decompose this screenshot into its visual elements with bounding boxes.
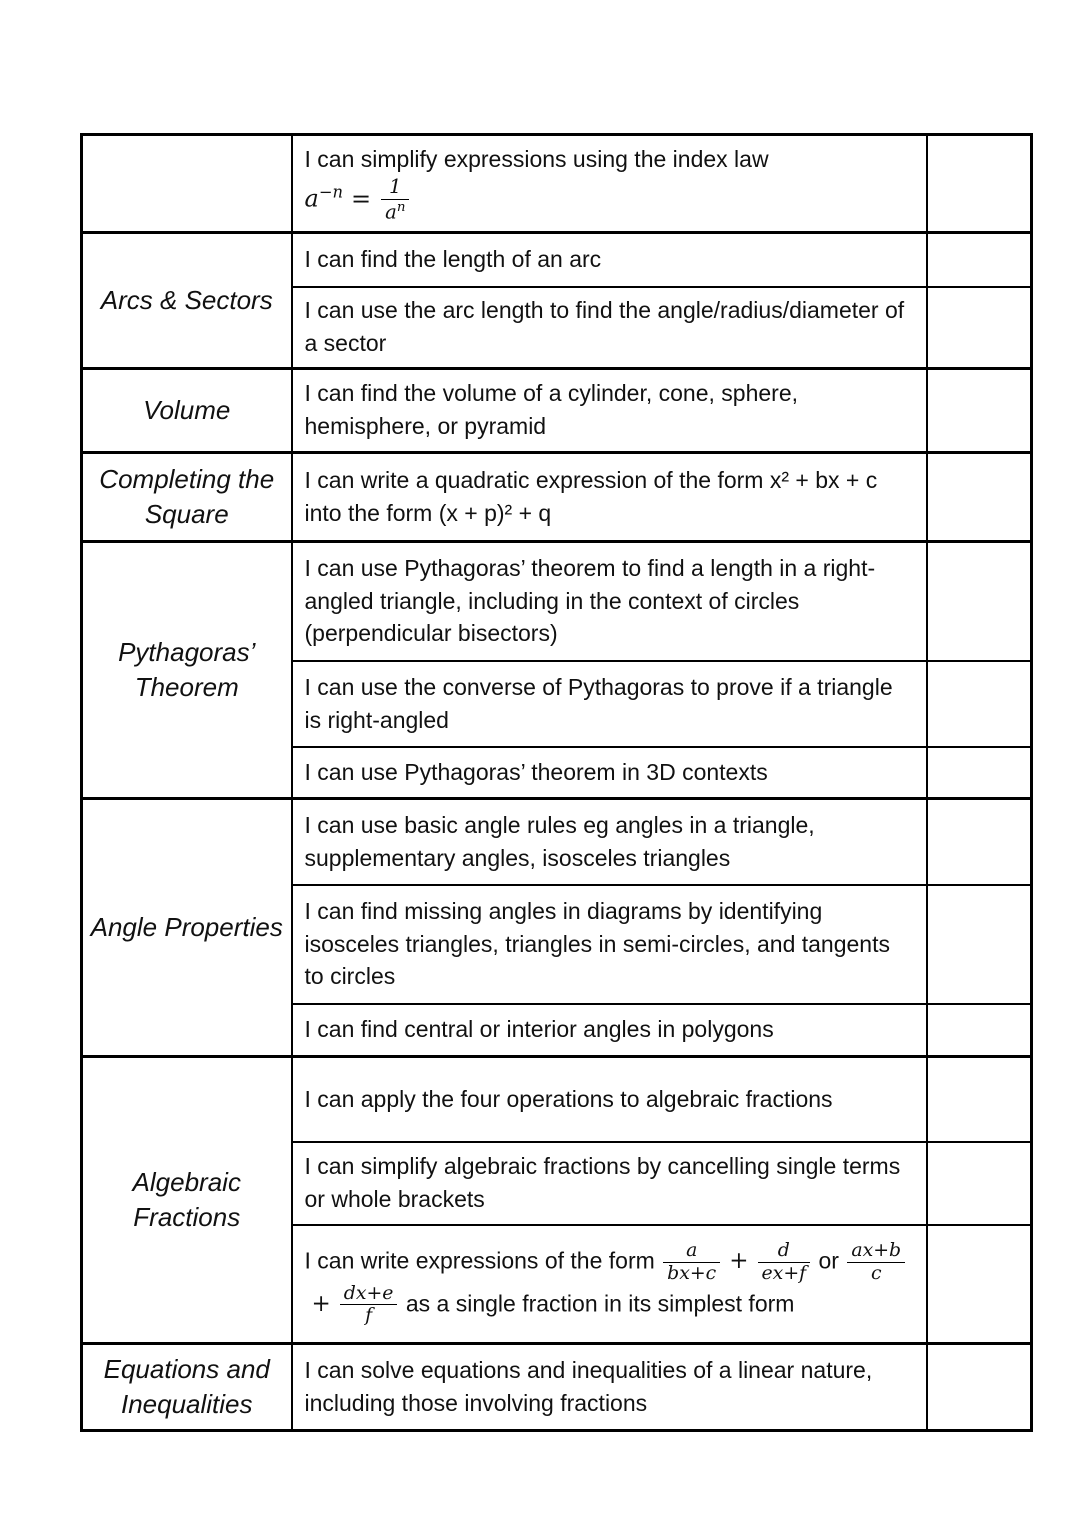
statement-text: I can find central or interior angles in polygons [304, 1016, 774, 1043]
check-cell [927, 135, 1032, 233]
statement-cell [292, 1142, 927, 1225]
check-cell [927, 1142, 1032, 1225]
fraction-denominator: ex+f [761, 1261, 807, 1284]
equals-sign: = [351, 184, 372, 213]
formula-exponent: −n [318, 182, 343, 202]
statement-text: I can find the volume of a cylinder, cone, sphere, hemisphere, or pyramid [304, 380, 799, 439]
check-cell [927, 453, 1032, 542]
check-cell [927, 1225, 1032, 1344]
plus-sign: + [311, 1290, 331, 1317]
table-row [82, 1057, 1032, 1143]
statement-cell [292, 799, 927, 886]
plus-sign: + [729, 1248, 749, 1275]
topic-cell-equations-inequalities: Equations and Inequalities [82, 1344, 292, 1431]
statement-cell [292, 453, 927, 542]
check-cell [927, 1344, 1032, 1431]
check-cell [927, 542, 1032, 662]
check-cell [927, 885, 1032, 1004]
table-row [82, 369, 1032, 453]
denominator-base: a [385, 200, 397, 224]
statement-text: I can use the converse of Pythagoras to prove if a triangle is right-angled [304, 673, 893, 733]
fraction [847, 1238, 905, 1284]
topic-cell-pythagoras: Pythagoras’ Theorem [82, 542, 292, 799]
fraction [340, 1281, 398, 1327]
denominator-exponent: n [396, 200, 406, 216]
formula-base: a [304, 184, 319, 213]
check-cell [927, 233, 1032, 288]
topic-cell-volume: Volume [82, 369, 292, 453]
statement-text: or [818, 1247, 839, 1274]
fraction-denominator [381, 200, 409, 223]
fraction [758, 1238, 811, 1284]
statement-text: I can solve equations and inequalities of a linear nature, including those involving fractions [304, 1356, 873, 1416]
statement-text: I can find the length of an arc [304, 246, 602, 273]
topic-cell-arcs-sectors: Arcs & Sectors [82, 233, 292, 369]
statement-text: I can find missing angles in diagrams by identifying isosceles triangles, triangles in semi-circles, and tangents to circles [304, 898, 890, 990]
fraction-numerator: 1 [381, 177, 409, 200]
table-row [82, 453, 1032, 542]
table-row [82, 799, 1032, 886]
fraction-denominator: f [365, 1304, 373, 1327]
statement-cell [292, 135, 927, 233]
statement-cell [292, 747, 927, 799]
topic-cell-empty [82, 135, 292, 233]
index-law-formula [305, 177, 914, 223]
statement-text: I can simplify algebraic fractions by cancelling single terms or whole brackets [304, 1153, 901, 1212]
table-row [82, 233, 1032, 288]
fraction-numerator: ax+b [847, 1241, 905, 1263]
fraction-numerator: d [758, 1241, 811, 1263]
topic-cell-algebraic-fractions: Algebraic Fractions [82, 1057, 292, 1344]
check-cell [927, 369, 1032, 453]
fraction [663, 1238, 720, 1284]
fraction-denominator: bx+c [667, 1261, 717, 1284]
statement-cell [292, 661, 927, 747]
fraction-numerator: a [663, 1241, 720, 1263]
check-cell [927, 1004, 1032, 1057]
topic-cell-angle-properties: Angle Properties [82, 799, 292, 1057]
check-cell [927, 661, 1032, 747]
statement-cell [292, 233, 927, 288]
statement-cell [292, 1004, 927, 1057]
check-cell [927, 287, 1032, 369]
statement-text: I can use basic angle rules eg angles in a triangle, supplementary angles, isosceles triangles [304, 811, 815, 871]
statement-text: I can use Pythagoras’ theorem in 3D contexts [304, 758, 768, 785]
check-cell [927, 799, 1032, 886]
statement-text: I can simplify expressions using the index law [304, 145, 769, 172]
statement-text: I can apply the four operations to algebraic fractions [304, 1085, 833, 1112]
statement-cell [292, 542, 927, 662]
skills-table [80, 133, 1033, 1432]
fraction-numerator: dx+e [340, 1284, 398, 1306]
statement-text: as a single fraction in its simplest form [405, 1289, 795, 1316]
table-row [82, 542, 1032, 662]
table-row [82, 135, 1032, 233]
statement-cell [292, 1225, 927, 1344]
statement-text: I can use the arc length to find the angle/radius/diameter of a sector [304, 297, 905, 356]
statement-cell [292, 1057, 927, 1143]
statement-text: I can write expressions of the form [304, 1247, 655, 1274]
statement-text: I can write a quadratic expression of the form x² + bx + c into the form (x + p)² + q [304, 466, 878, 526]
topic-cell-completing-square: Completing the Square [82, 453, 292, 542]
fraction-denominator: c [870, 1261, 882, 1284]
statement-cell [292, 287, 927, 369]
statement-text: I can use Pythagoras’ theorem to find a length in a right-angled triangle, including in the context of circles (perpendicular bisectors) [304, 555, 876, 647]
table-row [82, 1344, 1032, 1431]
statement-cell [292, 369, 927, 453]
fraction [381, 177, 409, 223]
check-cell [927, 747, 1032, 799]
statement-cell [292, 1344, 927, 1431]
check-cell [927, 1057, 1032, 1143]
statement-cell [292, 885, 927, 1004]
